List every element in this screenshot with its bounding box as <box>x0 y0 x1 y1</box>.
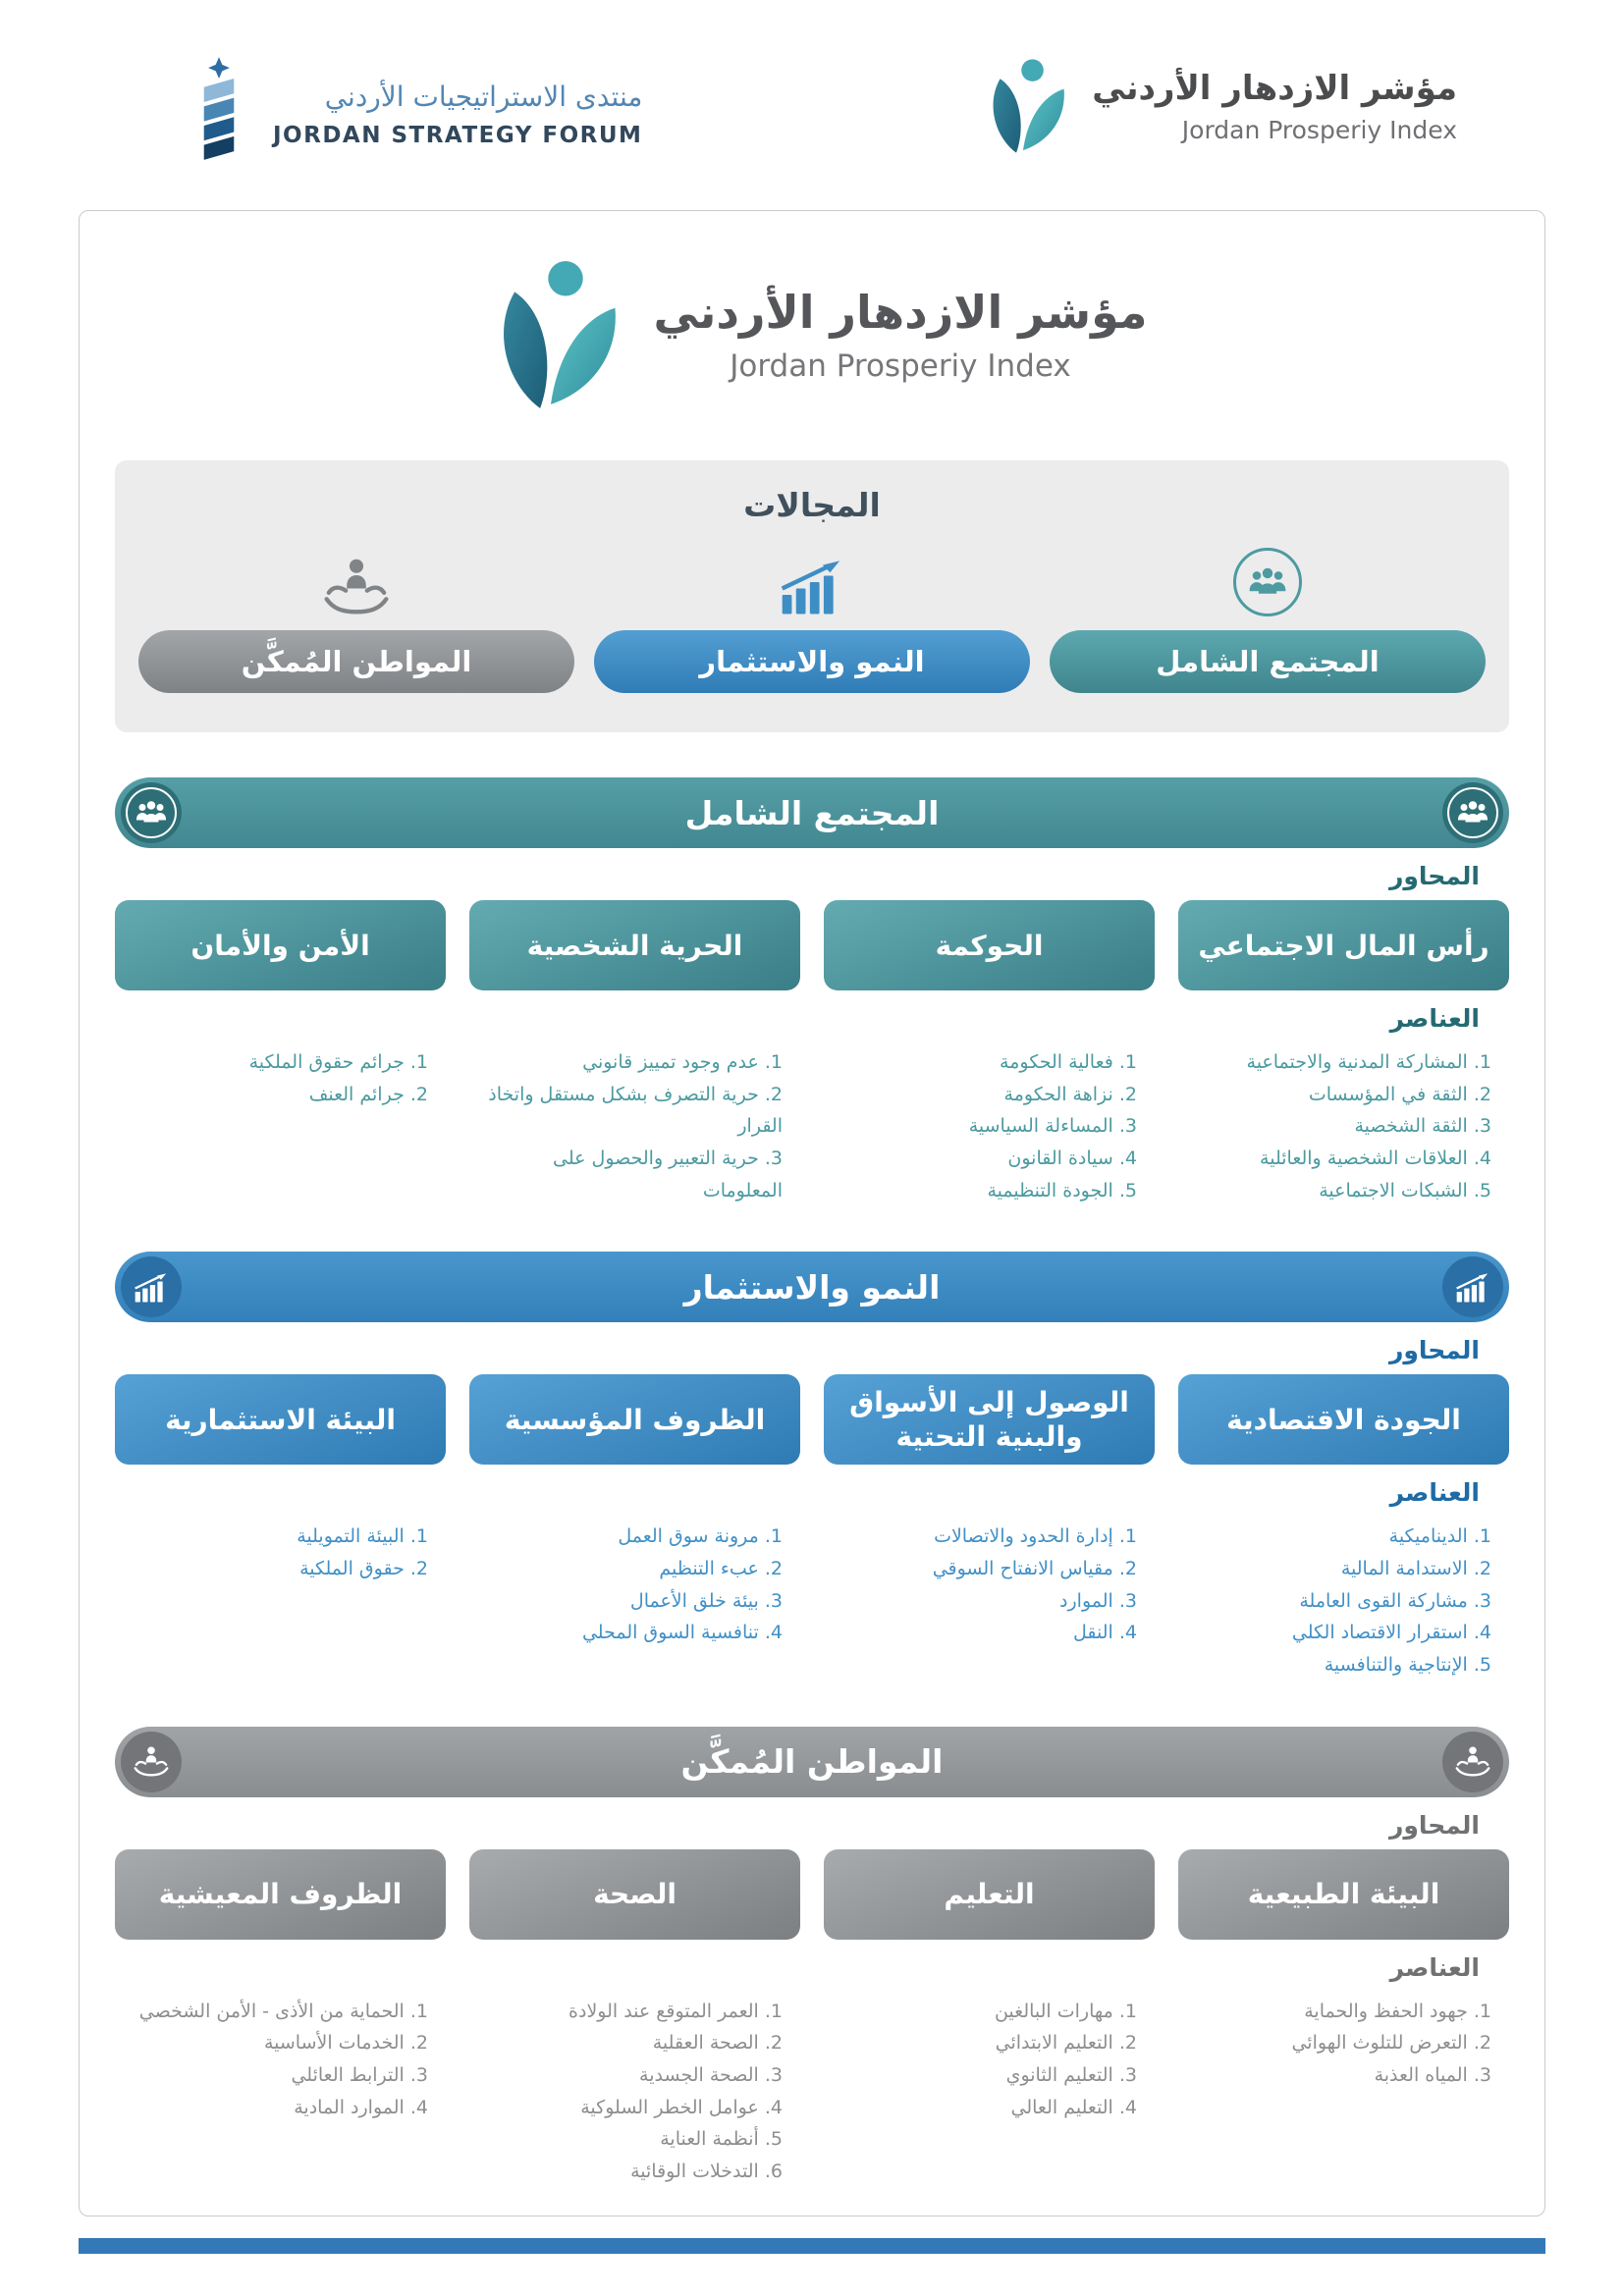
element-item: 4. العلاقات الشخصية والعائلية <box>1260 1148 1491 1170</box>
element-item: 1. المشاركة المدنية والاجتماعية <box>1246 1051 1491 1073</box>
element-item: 3. التعليم الثانوي <box>1005 2064 1137 2087</box>
elements-list <box>824 1521 1155 1681</box>
domain-row <box>138 538 1486 693</box>
pillar-living-conditions: الظروف المعيشية <box>115 1849 446 1940</box>
element-item: 2. نزاهة الحكومة <box>1003 1083 1137 1105</box>
element-item: 4. استقرار الاقتصاد الكلي <box>1291 1622 1491 1644</box>
elements-label: العناصر <box>1389 1004 1480 1033</box>
chart-icon <box>1442 1256 1503 1317</box>
element-item: 3. بيئة خلق الأعمال <box>629 1589 783 1612</box>
jpi-flower-icon <box>477 254 624 415</box>
top-header <box>0 0 1624 173</box>
jsf-title-english: JORDAN STRATEGY FORUM <box>273 122 643 148</box>
center-logo <box>115 254 1509 415</box>
jsf-title-arabic: منتدى الاستراتيجيات الأردني <box>324 80 643 113</box>
element-item: 2. الصحة العقلية <box>652 2032 783 2055</box>
jsf-logo <box>187 55 642 173</box>
page-title-english: Jordan Prosperiy Index <box>730 348 1071 384</box>
pillar-governance: الحوكمة <box>824 900 1155 990</box>
pillar-health: الصحة <box>469 1849 800 1940</box>
element-item: 2. جرائم العنف <box>308 1083 428 1105</box>
element-item: 2. الاستدامة المالية <box>1340 1558 1491 1580</box>
pillar-economic-quality: الجودة الاقتصادية <box>1178 1374 1509 1465</box>
pillar-social-capital: رأس المال الاجتماعي <box>1178 900 1509 990</box>
element-item: 1. جرائم حقوق الملكية <box>248 1051 428 1073</box>
element-item: 2. التعرض للتلوث الهوائي <box>1291 2032 1491 2055</box>
elements-list <box>824 1996 1155 2188</box>
jsf-ribbon-icon <box>187 55 251 173</box>
elements-list <box>1178 1996 1509 2188</box>
elements-label: العناصر <box>1389 1952 1480 1982</box>
axes-label: المحاور <box>1388 862 1480 890</box>
jpi-title-arabic: مؤشر الازدهار الأردني <box>1092 68 1457 108</box>
domain-pill-empowered-citizen: المواطن المُمكَّن <box>138 630 574 693</box>
people-icon <box>121 782 182 843</box>
elements-list <box>824 1046 1155 1206</box>
pillar-market-access-infrastructure: الوصول إلى الأسواق والبنية التحتية <box>824 1374 1155 1465</box>
element-item: 5. الشبكات الاجتماعية <box>1319 1179 1491 1201</box>
element-item: 5. أنظمة العناية <box>660 2128 783 2151</box>
axes-label: المحاور <box>1388 1336 1480 1365</box>
hands-icon <box>121 1732 182 1792</box>
element-item: 2. عبء التنظيم <box>659 1558 783 1580</box>
elements-list <box>115 1996 446 2188</box>
pillar-institutional-conditions: الظروف المؤسسية <box>469 1374 800 1465</box>
domains-title: المجالات <box>743 486 881 524</box>
element-item: 4. تنافسية السوق المحلي <box>581 1622 783 1644</box>
element-item: 4. عوامل الخطر السلوكية <box>580 2096 783 2118</box>
domain-pill-inclusive-society: المجتمع الشامل <box>1050 630 1486 693</box>
element-item: 3. الصحة الجسدية <box>639 2064 783 2087</box>
jpi-title-english: Jordan Prosperiy Index <box>1181 115 1457 144</box>
element-item: 1. الديناميكية <box>1388 1525 1491 1548</box>
section-inclusive-society <box>115 777 1509 1206</box>
element-item: 1. العمر المتوقع عند الولادة <box>568 2000 783 2022</box>
element-item: 4. الموارد المادية <box>294 2096 428 2118</box>
chart-icon <box>121 1256 182 1317</box>
element-item: 3. مشاركة القوى العاملة <box>1299 1589 1491 1612</box>
element-item: 3. المساءلة السياسية <box>968 1115 1137 1138</box>
elements-list <box>115 1046 446 1206</box>
pillar-personal-freedom: الحرية الشخصية <box>469 900 800 990</box>
pillar-education: التعليم <box>824 1849 1155 1940</box>
pillar-investment-environment: البيئة الاستثمارية <box>115 1374 446 1465</box>
element-item: 5. الجودة التنظيمية <box>987 1179 1137 1201</box>
section-banner <box>115 1252 1509 1322</box>
elements-list <box>1178 1046 1509 1206</box>
page-title-arabic: مؤشر الازدهار الأردني <box>653 286 1148 339</box>
people-icon <box>1442 782 1503 843</box>
element-item: 3. المياه العذبة <box>1374 2064 1491 2087</box>
domains-panel <box>115 460 1509 732</box>
element-item: 6. التدخلات الوقائية <box>630 2161 783 2183</box>
element-item: 1. مرونة سوق العمل <box>618 1525 783 1548</box>
chart-icon <box>774 557 850 616</box>
element-item: 1. إدارة الحدود والاتصالات <box>934 1525 1137 1548</box>
element-item: 5. الإنتاجية والتنافسية <box>1324 1654 1491 1677</box>
elements-list <box>469 1996 800 2188</box>
section-title: المجتمع الشامل <box>684 793 940 832</box>
element-item: 1. مهارات البالغين <box>994 2000 1137 2022</box>
elements-row <box>115 1992 1509 2188</box>
section-banner <box>115 1727 1509 1797</box>
element-item: 4. النقل <box>1073 1622 1137 1644</box>
element-item: 2. الثقة في المؤسسات <box>1308 1083 1491 1105</box>
element-item: 2. مقياس الانفتاح السوقي <box>932 1558 1137 1580</box>
element-item: 1. فعالية الحكومة <box>1000 1051 1137 1073</box>
element-item: 3. الترابط العائلي <box>291 2064 428 2087</box>
axes-label: المحاور <box>1388 1810 1480 1840</box>
elements-list <box>469 1046 800 1206</box>
section-banner <box>115 777 1509 848</box>
element-item: 2. حقوق الملكية <box>299 1558 428 1580</box>
element-item: 4. سيادة القانون <box>1007 1148 1137 1170</box>
elements-list <box>469 1521 800 1681</box>
element-item: 3. حرية التعبير والحصول على المعلومات <box>553 1148 783 1201</box>
section-growth-investment <box>115 1252 1509 1681</box>
section-empowered-citizen <box>115 1727 1509 2188</box>
element-item: 2. حرية التصرف بشكل مستقل واتخاذ القرار <box>488 1083 783 1138</box>
element-item: 1. البيئة التمويلية <box>297 1525 428 1548</box>
element-item: 3. الثقة الشخصية <box>1354 1115 1491 1138</box>
elements-row <box>115 1517 1509 1681</box>
elements-list <box>115 1521 446 1681</box>
pillar-safety-security: الأمن والأمان <box>115 900 446 990</box>
footer-bar <box>79 2238 1545 2254</box>
elements-list <box>1178 1521 1509 1681</box>
pillar-natural-environment: البيئة الطبيعية <box>1178 1849 1509 1940</box>
element-item: 1. عدم وجود تمييز قانوني <box>582 1051 783 1073</box>
jpi-logo <box>976 55 1457 157</box>
domain-inclusive-society <box>1050 538 1486 693</box>
section-title: النمو والاستثمار <box>683 1267 941 1307</box>
element-item: 2. الخدمات الأساسية <box>263 2032 428 2055</box>
hands-icon <box>1442 1732 1503 1792</box>
jpi-flower-icon <box>976 55 1070 157</box>
pillar-row <box>115 1374 1509 1465</box>
element-item: 2. التعليم الابتدائي <box>995 2032 1137 2055</box>
element-item: 4. التعليم العالي <box>1010 2096 1137 2118</box>
domain-pill-growth-investment: النمو والاستثمار <box>594 630 1030 693</box>
people-icon <box>1233 548 1302 616</box>
domain-empowered-citizen <box>138 538 574 693</box>
pillar-row <box>115 900 1509 990</box>
elements-row <box>115 1042 1509 1206</box>
element-item: 3. الموارد <box>1059 1589 1137 1612</box>
pillar-row <box>115 1849 1509 1940</box>
element-item: 1. الحماية من الأذى - الأمن الشخصي <box>138 2000 428 2022</box>
elements-label: العناصر <box>1389 1478 1480 1508</box>
main-board <box>79 210 1545 2216</box>
domain-growth-investment <box>594 538 1030 693</box>
element-item: 1. جهود الحفظ والحماية <box>1304 2000 1491 2022</box>
section-title: المواطن المُمكَّن <box>680 1742 944 1782</box>
hands-icon <box>318 557 395 616</box>
